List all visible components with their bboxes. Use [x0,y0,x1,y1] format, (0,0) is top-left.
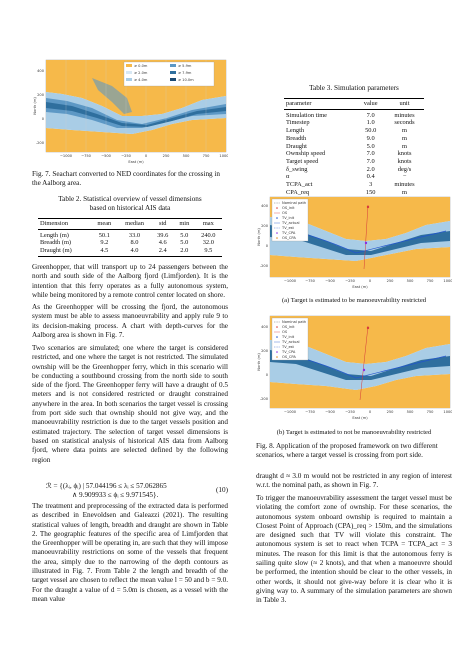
fig8a-legend-6: TV_CPA [282,231,296,235]
fig7-xtick-1: −750 [81,154,91,158]
fig8a-xtick-3: −250 [345,279,355,283]
fig7-ylabel: North (m) [33,97,37,115]
table2-header: std [151,219,174,230]
right-paragraph-2: To trigger the manoeuvrability assessment the target vessel must be violating the comfort zone of ownship. For these scenarios, the autonomous system onboard ownship is required to maintain a Closest Point of Approach (CPA)_req > 150m, and the simulations are designed such that TV will violate this constraint. The autonomous system is set to react when TCPA = TCPA_act = 3 minutes. The reason for this limit is that the autonomous ferry is sailing quite slow (≈ 2 knots), and that when a manoeuvre should be performed, the intention should be clear to the other vessels, in other words, it should not give-way before it is clear who it is giving way to. A summary of the simulation parameters are shown in Table 3. [256,494,452,605]
table3-cell: m [402,127,407,135]
fig8a-legend-2: OS [282,211,288,215]
fig8a-legend-5: TV_est [282,226,294,230]
table-row [284,173,424,181]
fig8a-ytick-0: 400 [261,204,268,208]
table-row [284,181,424,189]
fig7-xtick-4: 0 [144,154,148,158]
table3-title: Table 3. Simulation parameters [309,84,399,92]
table2-cell: 33.0 [128,231,141,239]
table2 [38,218,222,257]
fig8a-caption: (a) Target is estimated to be manoeuvrability restricted [281,297,427,304]
fig8a-xtick-8: 1000 [443,279,452,283]
table3-cell: Simulation time [286,111,328,119]
equation-line-2: ∧ 9.909933 ≤ ϕᵢ ≤ 9.971545}. [72,491,159,499]
fig8b-ytick-2: 0 [265,373,268,377]
table-row [284,127,424,135]
fig8b-legend-1: OS_init [282,325,295,329]
fig8b-xtick-7: 750 [426,410,434,414]
fig8b-ylabel: North (m) [257,353,261,371]
table3-cell: Breadth [286,134,307,142]
table2-title-line2: based on historical AIS data [89,204,171,212]
table3-cell: 0.4 [366,173,375,181]
fig7-legend-4: ≥ 7.9m [178,71,192,75]
table3-cell: seconds [394,119,415,127]
fig8b-xtick-0: −1000 [283,410,297,414]
left-paragraph-3: Two scenarios are simulated; one where the target is considered restricted, and one where the target is not restricted. The simulated ownship will be the Greenhopper ferry, which in this scenario will be conducting a southbound crossing from the north side to south side of the fjord. The Greenhopper ferry will have a draught of 0.5 meters and is not considered restricted or draught constrained anywhere in the area. In both scenarios the target vessel is crossing from port side such that ownship should not give way, and the manoeuvrability restriction is due to the target vessels position and estimated trajectory. The selection of target vessel dimensions is based on statistical analysis of historical AIS data from Aalborg fjord, where data points are selected defined by the following region [32,344,228,464]
table-row [284,143,424,151]
table2-cell: 8.0 [130,239,139,247]
table3-cell: Timestep [286,119,310,127]
fig8a-legend-3: TV_init [282,216,295,220]
fig8a-xlabel: East (m) [352,285,368,289]
table3-cell: 9.0 [366,134,375,142]
table3 [284,98,424,198]
fig8b-xtick-8: 1000 [443,410,452,414]
fig8a-legend-1: OS_init [282,206,295,210]
fig7-ytick-0: 400 [37,69,44,73]
fig8b-legend-0: Nominal path [282,320,307,324]
left-paragraph-4: The treatment and preprocessing of the extracted data is performed as described in Enevoldsen and Galeazzi (2021). The resulting statistical values of length, breadth and draught are shown in Table 2. The geographic features of the specific area of Limfjorden that the Greenhopper will be operating in, are such that they will impose manoeuvrability restrictions on some of the vessels that frequent the area, simply due to the narrowing of the depth contours as illustrated in Fig. 7. From Table 2 the length and breadth of the target vessel are chosen to reflect the mean value l = 50 and b = 9.0. For the draught a value of d = 5.0m is chosen, as a vessel with the mean value [32,502,228,603]
fig7-legend-1: ≥ 2.0m [134,71,148,75]
left-paragraph-1: Greenhopper, that will transport up to 24 passengers between the north and south side of the Aalborg fjord (Limfjorden). It is the intention that this ferry operates as a fully autonomous system, while being monitored by a remote control center located on shore. [32,263,228,299]
fig8b-legend [272,318,308,360]
fig7-legend-2: ≥ 4.0m [134,78,148,82]
fig8a-ytick-3: -200 [259,264,268,268]
table3-cell: α [286,173,290,181]
table-row [284,135,424,143]
fig8a-xtick-0: −1000 [283,279,297,283]
table2-header: Dimension [38,219,91,230]
fig7-xtick-2: −500 [101,154,111,158]
fig8b-caption: (b) Target is estimated to not be manoeuvrability restricted [276,429,432,436]
fig8b-xtick-6: 500 [406,410,414,414]
fig7-xtick-3: −250 [121,154,131,158]
table3-header: unit [385,99,424,110]
table-row [38,229,222,239]
table3-cell: 7.0 [366,111,375,119]
table2-cell: 4.5 [91,247,117,256]
fig7-xlabel: East (m) [128,160,144,164]
table3-cell: minutes [394,111,415,119]
fig8a-legend [272,199,308,241]
fig8a-ytick-1: 200 [261,224,268,228]
figure-8b [256,314,452,424]
scenario-b-plot [256,314,452,424]
fig8a-ytick-2: 0 [265,244,268,248]
left-paragraph-2: As the Greenhopper will be crossing the fjord, the autonomous system must be able to assess manoeuvrability and apply rule 9 to its decision-making process. A chart with depth-curves for the Aalborg area is shown in Fig. 7. [32,303,228,339]
fig8a-xtick-4: 0 [368,279,372,283]
fig8b-legend-2: OS [282,330,288,334]
table-row [284,109,424,119]
fig7-legend-5: ≥ 10.0m [178,78,194,82]
fig7-xtick-6: 500 [182,154,190,158]
table3-cell: Ownship speed [286,150,326,158]
table-row [284,166,424,174]
table-row [284,119,424,127]
table2-header: mean [91,219,117,230]
fig8b-legend-6: TV_CPA [282,350,296,354]
table2-cell: 2.4 [151,247,174,256]
table-row [284,158,424,166]
table2-cell: Length (m) [40,231,69,239]
table3-cell: δ_swing [286,165,308,173]
fig8b-legend-3: TV_init [282,335,295,339]
fig7-xtick-7: 750 [202,154,210,158]
table2-cell: 4.0 [118,247,152,256]
table3-cell: knots [397,150,412,158]
table3-cell: Target speed [286,157,319,165]
table3-cell: m [402,134,407,142]
table3-cell: CPA_req [284,189,356,198]
table3-header: parameter [284,99,356,110]
table3-cell: m [402,142,407,150]
equation-line-1: ℛ = {(λᵢ, ϕᵢ) | 57.044196 ≤ λᵢ ≤ 57.062865 [46,482,167,490]
fig7-xtick-8: 1000 [219,154,228,158]
fig7-legend-3: ≥ 5.9m [178,64,192,68]
fig7-legend [124,62,214,86]
table3-header: value [356,99,385,110]
table3-cell: 7.0 [366,150,375,158]
scenario-a-plot [256,195,452,290]
table3-cell: 3 [369,181,373,189]
fig8a-xtick-2: −500 [325,279,335,283]
fig8b-xtick-4: 0 [368,410,372,414]
fig8b-ytick-0: 400 [261,325,268,329]
fig8b-legend-5: TV_est [282,345,294,349]
fig8b-xtick-2: −500 [325,410,335,414]
table2-cell: 5.0 [180,239,189,247]
fig8b-legend-7: OS_CPA [282,355,296,359]
table2-header: min [174,219,195,230]
table2-cell: 50.1 [98,231,110,239]
table2-cell: 9.5 [195,247,222,256]
table3-cell: 2.0 [366,165,375,173]
fig8a-ylabel: North (m) [257,228,261,246]
fig8a-xtick-6: 500 [406,279,414,283]
table3-cell: Draught [286,142,307,150]
fig8b-xtick-5: 250 [386,410,394,414]
table2-title [32,195,228,213]
table2-cell: 5.0 [180,231,189,239]
equation-10 [32,482,228,500]
table2-title-line1: Table 2. Statistical overview of vessel dimensions [58,195,202,203]
fig8b-legend-4: TV_actual [282,340,300,344]
fig8b-xtick-1: −750 [305,410,315,414]
table3-cell: 1.0 [366,119,375,127]
table3-cell: − [402,173,407,181]
fig8a-xtick-5: 250 [386,279,394,283]
fig7-caption: Fig. 7. Seachart converted to NED coordinates for the crossing in the Aalborg area. [32,170,221,187]
table3-cell: 5.0 [366,142,375,150]
table2-cell: Breadth (m) [40,239,72,247]
table2-header: median [118,219,152,230]
table2-cell: 32.0 [202,239,214,247]
table3-cell: minutes [394,181,415,189]
table3-cell: 7.0 [366,157,375,165]
table-row [284,150,424,158]
table2-cell: 39.6 [157,231,169,239]
table2-cell: 2.0 [174,247,195,256]
table2-cell: 240.0 [201,231,216,239]
table-row [38,239,222,247]
figure-7 [32,58,228,166]
fig8b-xtick-3: −250 [345,410,355,414]
fig7-xtick-0: −1000 [59,154,73,158]
figure-8a [256,195,452,290]
right-paragraph-1: draught d ≈ 3.0 m would not be restricted in any region of interest w.r.t. the nominal path, as shown in Fig. 7. [256,472,452,490]
table3-cell: deg/s [397,165,412,173]
table-row [38,247,222,256]
fig8-caption: Fig. 8. Application of the proposed framework on two different scenarios, where a target vessel is crossing from port side. [256,442,438,459]
fig8a-legend-4: TV_actual [282,221,300,225]
table3-cell: knots [397,157,412,165]
table2-cell: Draught (m) [38,247,91,256]
table3-cell: m [385,189,424,198]
table2-cell: 4.6 [158,239,167,247]
table3-cell: Length [286,127,305,135]
fig7-xtick-5: 250 [162,154,170,158]
equation-number: (10) [216,486,228,494]
fig8b-xlabel: East (m) [352,416,368,420]
table2-header: max [195,219,222,230]
table3-cell: 50.0 [365,127,377,135]
seachart-plot [32,58,228,166]
table3-cell: TCPA_act [286,181,313,189]
fig8a-xtick-7: 750 [426,279,434,283]
fig7-ytick-3: -200 [35,141,44,145]
fig8b-ytick-3: -200 [259,397,268,401]
fig7-ytick-2: 0 [41,117,44,121]
fig7-ytick-1: 200 [37,93,44,97]
table2-cell: 9.2 [100,239,109,247]
fig7-legend-0: ≥ 0.0m [134,64,148,68]
fig8a-xtick-1: −750 [305,279,315,283]
fig8b-ytick-1: 200 [261,349,268,353]
fig8a-legend-7: OS_CPA [282,236,296,240]
table3-cell: 150 [356,189,385,198]
fig8a-legend-0: Nominal path [282,201,307,205]
